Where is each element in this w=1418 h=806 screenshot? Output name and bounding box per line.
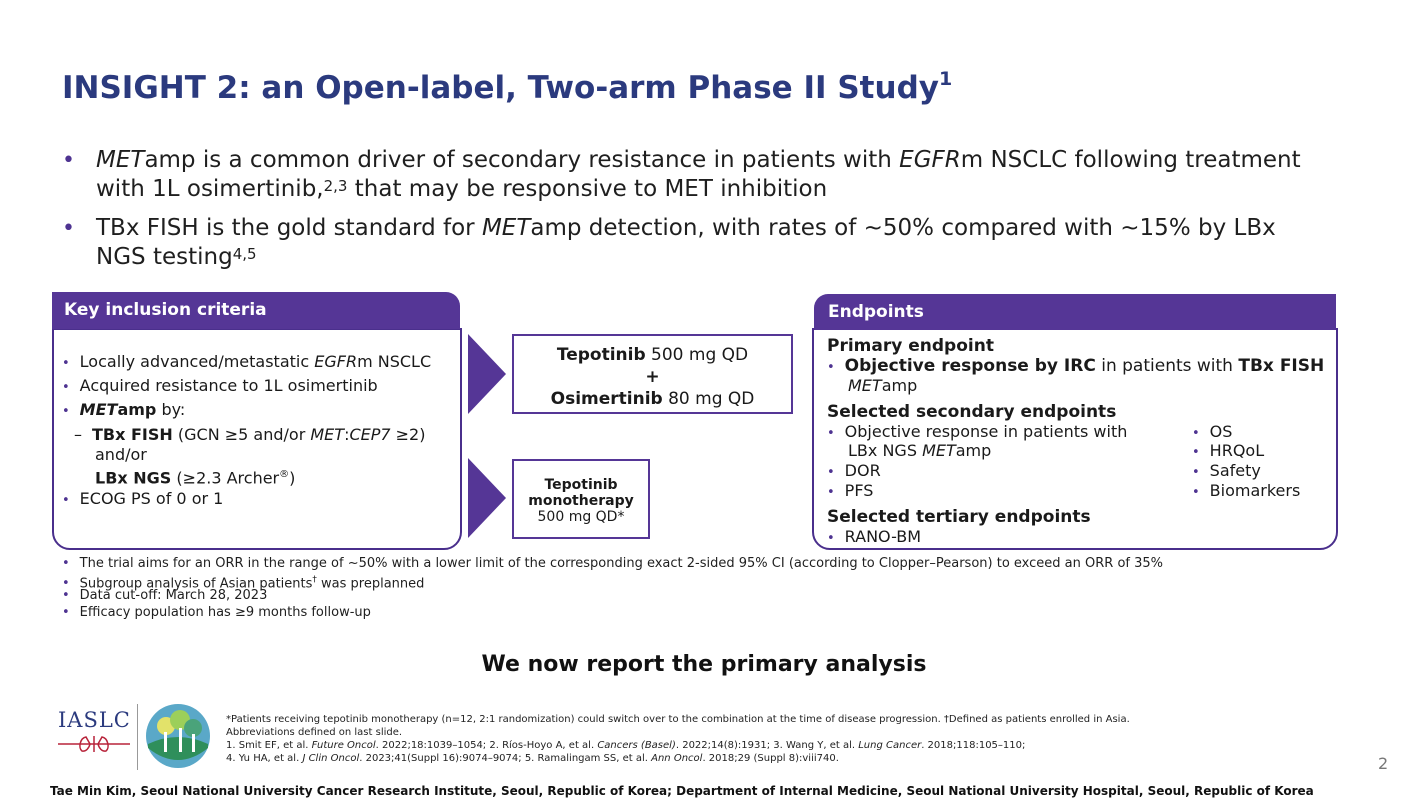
report-statement: We now report the primary analysis [481,652,927,677]
inclusion-item: • Acquired resistance to 1L osimertinib [62,376,378,395]
secondary-endpoint-item: • OS [1192,422,1233,441]
note-item: • Subgroup analysis of Asian patients† was preplanned [62,575,425,592]
secondary-endpoint-title: Selected secondary endpoints [827,402,1117,422]
page-number: 2 [1378,754,1389,773]
secondary-endpoint-item: • Objective response in patients with [827,422,1128,441]
inclusion-item: • METamp by: [62,400,186,419]
inclusion-item: • Locally advanced/metastatic EGFRm NSCLC [62,352,432,371]
secondary-endpoint-item: • DOR [827,461,881,480]
secondary-endpoint-item: • PFS [827,481,874,500]
combination-arm-box: Tepotinib 500 mg QD + Osimertinib 80 mg QD [512,334,793,414]
footer-divider [137,704,138,770]
note-item: • The trial aims for an ORR in the range of ~50% with a lower limit of the corresponding exact 2-sided 95% CI (according to Clopper–Pearson) to exceed an ORR of 35% [62,556,1164,571]
slide-title: INSIGHT 2: an Open-label, Two-arm Phase II Study$^1$ [62,68,953,106]
primary-endpoint-title: Primary endpoint [827,336,994,356]
intro-bullets [62,146,1382,282]
title-ref: 1 [938,68,953,90]
note-item: • Efficacy population has ≥9 months follow-up [62,605,371,620]
primary-endpoint-item: METamp [848,376,918,395]
footnotes-references: *Patients receiving tepotinib monotherapy (n=12, 2:1 randomization) could switch over to the combination at the time of disease progression. †Defined as patients enrolled in Asia. Abbreviations defined on last slide. 1. Smit EF, et al. Future Oncol. 2022;18:1039–1054; 2. Ríos-Hoyo A, et al. Cancers (Basel). 2022;14(8):1931; 3. Wang Y, et al. Lung Cancer. 2018;118:105–110; 4. Yu HA, et al. J Clin Oncol. 2023;41(Suppl 16):9074–9074; 5. Ramalingam SS, et al. Ann Oncol. 2018;29 (Suppl 8):viii740. [226,714,1130,764]
inclusion-subitem: LBx NGS (≥2.3 Archer®) [95,468,296,488]
iaslc-logo: IASLC [58,708,131,732]
author-affiliation: Tae Min Kim, Seoul National University Cancer Research Institute, Seoul, Republic of Korea; Department of Internal Medicine, Seoul National University Hospital, Seoul, Republic of Korea [50,784,1314,798]
bullet-item: • METamp is a common driver of secondary resistance in patients with EGFRm NSCLC following treatment with 1L osimertinib,$^{2,3}$ that may be responsive to MET inhibition [62,146,1382,204]
secondary-endpoint-item: • Biomarkers [1192,481,1301,500]
secondary-endpoint-item: LBx NGS METamp [848,441,992,460]
inclusion-header: Key inclusion criteria [52,292,460,329]
primary-endpoint-item: • Objective response by IRC in patients with TBx FISH [827,356,1325,376]
secondary-endpoint-item: • Safety [1192,461,1261,480]
inclusion-item: • ECOG PS of 0 or 1 [62,489,224,508]
inclusion-subitem: – TBx FISH (GCN ≥5 and/or MET:CEP7 ≥2) [74,425,426,444]
secondary-endpoint-item: • HRQoL [1192,441,1265,460]
inclusion-subitem: and/or [95,445,147,464]
arrow-right-icon [468,334,506,414]
tertiary-endpoint-item: • RANO-BM [827,527,922,546]
monotherapy-arm-box: Tepotinib monotherapy 500 mg QD* [512,459,650,539]
tertiary-endpoint-title: Selected tertiary endpoints [827,507,1091,527]
conference-logo-icon [144,702,212,770]
arrow-right-icon [468,458,506,538]
lung-emblem-icon [56,734,132,754]
endpoints-header: Endpoints [814,294,1336,330]
note-item: • Data cut-off: March 28, 2023 [62,588,268,603]
bullet-item: • TBx FISH is the gold standard for METamp detection, with rates of ~50% compared with ~15% by LBx NGS testing$^{4,5}$ [62,214,1382,272]
